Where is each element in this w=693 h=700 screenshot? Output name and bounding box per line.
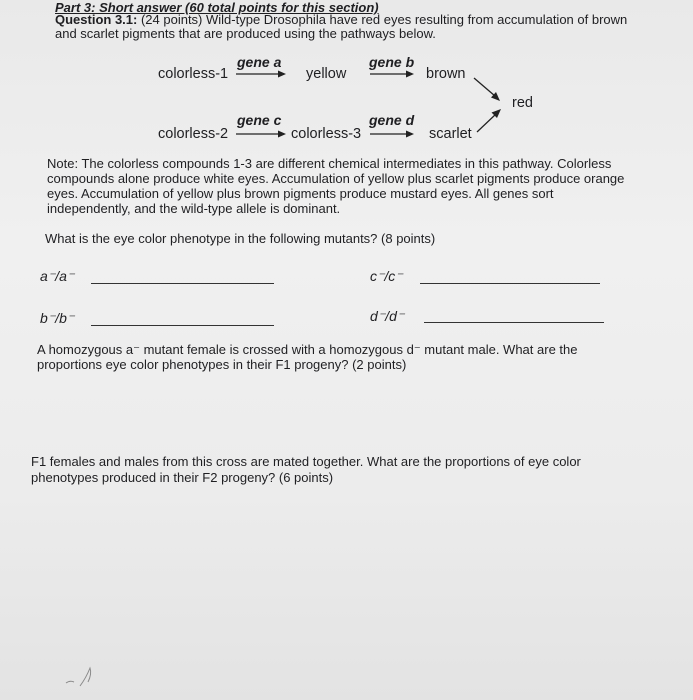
note-line-2: compounds alone produce white eyes. Accumulation of yellow plus scarlet pigments produce orange [47, 171, 625, 186]
pathway-gene-d: gene d [369, 112, 415, 128]
pathway-colorless-3: colorless-3 [291, 126, 362, 142]
pathway-gene-c: gene c [237, 112, 282, 128]
question-label: Question 3.1: [55, 12, 138, 27]
genotype-c: c⁻/c⁻ [370, 268, 403, 284]
pathway-colorless-1: colorless-1 [158, 66, 229, 82]
pathway-gene-a: gene a [237, 54, 282, 70]
note-line-4: independently, and the wild-type allele is dominant. [47, 201, 341, 216]
genotype-b: b⁻/b⁻ [40, 310, 75, 326]
genotype-a: a⁻/a⁻ [40, 268, 75, 284]
question-line-2: and scarlet pigments that are produced using the pathways below. [55, 26, 436, 41]
section-heading-text: Short answer (60 total points for this section) [95, 0, 379, 15]
phenotype-prompt: What is the eye color phenotype in the following mutants? (8 points) [45, 231, 436, 246]
cross-question-line-1: A homozygous a⁻ mutant female is crossed with a homozygous d⁻ mutant male. What are the [37, 342, 578, 357]
question-text-1: (24 points) Wild-type Drosophila have red eyes resulting from accumulation of brown [137, 12, 628, 27]
section-heading-label: Part 3: [55, 0, 96, 15]
pathway-red: red [512, 95, 533, 111]
note-line-3: eyes. Accumulation of yellow plus brown pigments produce mustard eyes. All genes sort [47, 186, 554, 201]
pathway-yellow: yellow [306, 66, 347, 82]
cross-question-line-2: proportions eye color phenotypes in their F1 progeny? (2 points) [37, 357, 407, 372]
pathway-colorless-2: colorless-2 [158, 126, 229, 142]
genotype-d: d⁻/d⁻ [370, 308, 405, 324]
note-line-1: Note: The colorless compounds 1-3 are different chemical intermediates in this pathway. Colorless [47, 156, 612, 171]
pathway-gene-b: gene b [369, 54, 415, 70]
f2-question-line-1: F1 females and males from this cross are mated together. What are the proportions of eye color [31, 454, 581, 469]
pathway-scarlet: scarlet [429, 126, 472, 142]
f2-question-line-2: phenotypes produced in their F2 progeny? (6 points) [31, 470, 334, 485]
pathway-brown: brown [426, 66, 466, 82]
